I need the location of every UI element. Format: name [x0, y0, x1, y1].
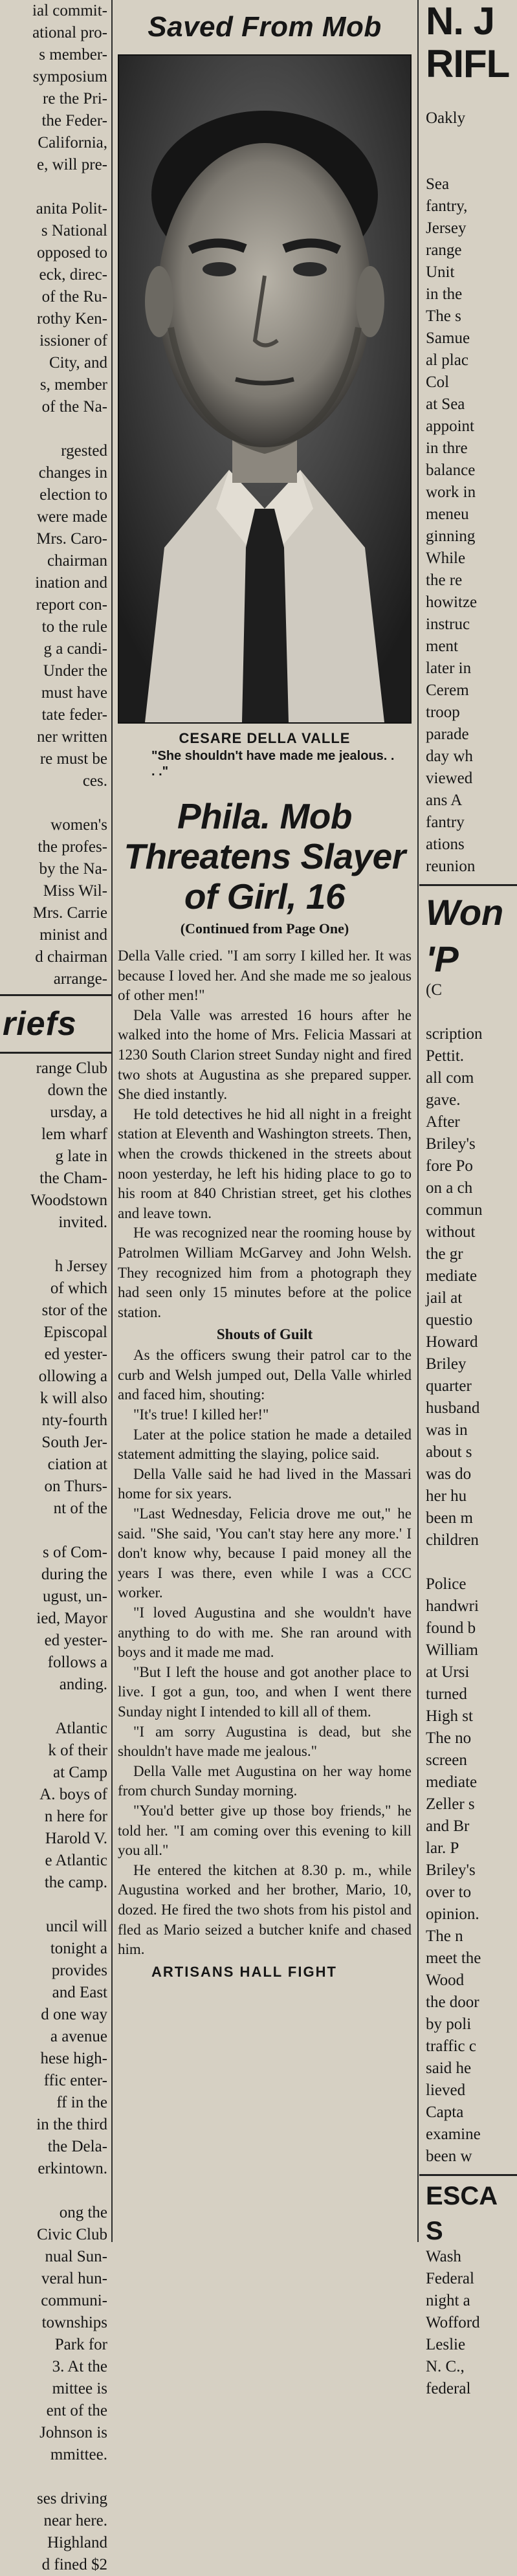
text-line: election to [39, 486, 107, 504]
text-line [0, 1520, 111, 1542]
text-line: Oakly [426, 109, 466, 127]
article-paragraph: Later at the police station he made a detailed statement admitting the slaying, police said. [118, 1426, 412, 1463]
text-line: the Dela- [47, 2138, 107, 2155]
text-line: ner written [37, 728, 107, 746]
article-paragraph: He was recognized near the rooming house by Patrolmen William McGarvey and John Welsh. They recognized him from a photograph they had seen only 15 minutes before at the police station. [118, 1225, 412, 1320]
text-line [419, 129, 517, 151]
text-line: and East [52, 1984, 107, 2001]
text-line: Woodstown [30, 1192, 107, 1209]
text-line: mediate [426, 1773, 478, 1791]
text-line: opposed to [36, 244, 107, 261]
text-line: husband [426, 1399, 480, 1417]
article-paragraph: Dela Valle was arrested 16 hours after he walked into the home of Mrs. Felicia Massari at 1230 South Clarion street Sunday night and fired two shots at Augustina as she prepared supper. She died instantly. [118, 1006, 412, 1103]
text-line: n here for [44, 1808, 107, 1825]
text-line: on a ch [426, 1179, 473, 1197]
text-line: nt of the [53, 1500, 107, 1517]
text-line: meneu [426, 505, 469, 523]
text-line: Atlantic [55, 1720, 107, 1737]
right-column [419, 0, 517, 2400]
text-line: anding. [59, 1676, 107, 1693]
text-line: down the [47, 1082, 107, 1099]
article-paragraph: "Last Wednesday, Felicia drove me out," he said. "She said, 'You can't stay here any more.' I don't know why, because I paid money all the years I was there, even while I was a CCC worker. [118, 1505, 412, 1601]
text-line: work in [426, 483, 476, 501]
article-headline: Phila. Mob Threatens Slayer of Girl, 16 [124, 796, 406, 916]
text-line: k will also [39, 1390, 107, 1407]
text-line: by the Na- [39, 860, 107, 878]
text-line: ations [426, 836, 465, 853]
text-line: veral hun- [41, 2270, 107, 2287]
text-line: follows a [47, 1654, 107, 1671]
text-line: Wood [426, 1971, 465, 1989]
text-line: of the Ru- [41, 288, 107, 305]
text-line: in thre [426, 439, 468, 457]
text-line: lar. P [426, 1839, 459, 1857]
text-line: children [426, 1531, 479, 1549]
text-line: rgested [61, 442, 107, 460]
article-subhead: Shouts of Guilt [216, 1326, 313, 1343]
text-line: re must be [39, 750, 107, 768]
text-line: s National [41, 222, 107, 239]
text-line: Park for [54, 2336, 107, 2353]
text-line: Federal [426, 2270, 474, 2287]
text-line: nty-fourth [41, 1412, 107, 1429]
text-line [0, 1234, 111, 1256]
text-line: City, and [49, 354, 107, 372]
text-line: gave. [426, 1091, 461, 1109]
text-line: Police [426, 1575, 467, 1593]
text-line: Howard [426, 1333, 478, 1351]
text-line: screen [426, 1751, 467, 1769]
text-line: The s [426, 307, 461, 325]
article-paragraph: "You'd better give up those boy friends," he told her. "I am coming over this evening to kill you all." [118, 1802, 412, 1859]
text-line: quarter [426, 1377, 472, 1395]
continued-note: (Continued from Page One) [180, 920, 349, 937]
text-line: ciation at [47, 1456, 107, 1473]
right-headline-5: ESCA [426, 2182, 498, 2210]
text-line: ffic enter- [43, 2072, 107, 2089]
text-line: (C [426, 981, 442, 999]
text-line: ursday, a [50, 1104, 107, 1121]
section-rule [419, 884, 517, 886]
text-line: mmittee. [50, 2446, 107, 2463]
text-line: must have [41, 684, 107, 702]
text-line: on Thurs- [44, 1478, 107, 1495]
text-line: The n [426, 1927, 463, 1945]
right-headline-4: 'P [426, 938, 459, 979]
text-line: was in [426, 1421, 468, 1439]
text-line: range Club [36, 1060, 107, 1077]
text-line: Briley's [426, 1135, 476, 1153]
text-line: Sea [426, 175, 450, 193]
photo-caption-quote: "She shouldn't have made me jealous. . . ." [151, 749, 395, 779]
text-line: Highland [47, 2534, 107, 2551]
text-line: the profes- [38, 838, 107, 856]
text-line: Mrs. Carrie [32, 904, 107, 922]
article-paragraph: "I am sorry Augustina is dead, but she shouldn't have made me jealous." [118, 1723, 412, 1760]
text-line: ial commit- [32, 2, 107, 19]
text-line: lieved [426, 2082, 466, 2099]
text-line: k of their [48, 1742, 107, 1759]
text-line: at Camp [52, 1764, 107, 1781]
text-line: Col [426, 373, 450, 391]
text-line: Pettit. [426, 1047, 465, 1065]
text-line: commun [426, 1201, 483, 1219]
column-divider [417, 0, 419, 2242]
text-line: ollowing a [38, 1368, 107, 1385]
article-paragraph: Della Valle met Augustina on her way home from church Sunday morning. [118, 1762, 412, 1799]
article-paragraph: "It's true! I killed her!" [133, 1406, 269, 1423]
right-text-2 [419, 979, 517, 2168]
text-line: about s [426, 1443, 472, 1461]
text-line: William [426, 1641, 478, 1659]
text-line: the gr [426, 1245, 463, 1263]
text-line: issioner of [39, 332, 107, 350]
text-line [419, 1551, 517, 1573]
text-line: ied, Mayor [36, 1610, 107, 1627]
text-line: report con- [36, 596, 107, 614]
text-line: to the rule [41, 618, 107, 636]
text-line: mediate [426, 1267, 478, 1285]
text-line: ong the [59, 2204, 107, 2221]
text-line: turned [426, 1685, 467, 1703]
text-line [419, 85, 517, 107]
right-text-3 [419, 2246, 517, 2400]
text-line: d one way [41, 2006, 107, 2023]
text-line: s of Com- [43, 1544, 107, 1561]
text-line: Harold V. [45, 1830, 107, 1847]
text-line: near here. [43, 2512, 107, 2529]
text-line [419, 151, 517, 173]
text-line: re the Pri- [43, 90, 107, 107]
text-line: uncil will [45, 1918, 107, 1935]
right-headline-3: Won [426, 892, 504, 933]
left-column [0, 0, 111, 2576]
text-line: was do [426, 1465, 472, 1483]
text-line: questio [426, 1311, 473, 1329]
portrait-photo [118, 54, 412, 724]
text-line: traffic c [426, 2037, 476, 2055]
text-line: the door [426, 1993, 479, 2011]
text-line: tonight a [50, 1940, 107, 1957]
article-paragraph: "I loved Augustina and she wouldn't have anything to do with me. She ran around with boys and it made me mad. [118, 1604, 412, 1661]
text-line: examine [426, 2126, 481, 2143]
text-line: howitze [426, 594, 478, 611]
text-line: Briley's [426, 1861, 476, 1879]
text-line: al plac [426, 351, 468, 369]
text-line: ugust, un- [43, 1588, 107, 1605]
right-headline-6: S [426, 2217, 443, 2245]
article-body-2 [113, 1346, 417, 1959]
right-headline-2: RIFL [426, 42, 510, 85]
text-line: at Ursi [426, 1663, 470, 1681]
left-bottom-text [0, 1058, 111, 2576]
text-line: jail at [426, 1289, 463, 1307]
text-line: Samue [426, 329, 470, 347]
text-line: Zeller s [426, 1795, 475, 1813]
text-line: rothy Ken- [37, 310, 107, 328]
text-line: found b [426, 1619, 476, 1637]
text-line: Wash [426, 2248, 461, 2265]
text-line [0, 2466, 111, 2488]
text-line [0, 2180, 111, 2202]
text-line: a avenue [50, 2028, 107, 2045]
portrait-image [119, 56, 410, 722]
text-line: nual Sun- [45, 2248, 107, 2265]
text-line: handwri [426, 1597, 479, 1615]
text-line: N. C., [426, 2358, 465, 2375]
text-line: and Br [426, 1817, 470, 1835]
text-line: viewed [426, 770, 473, 787]
text-line: night a [426, 2292, 470, 2309]
text-line: Unit [426, 263, 455, 281]
text-line: during the [41, 1566, 107, 1583]
article-paragraph: Della Valle cried. "I am sorry I killed her. It was because I loved her. And she made me so jealous of other men!" [118, 948, 412, 1004]
text-line: g late in [55, 1148, 107, 1165]
text-line [419, 1001, 517, 1023]
text-line: Mrs. Caro- [36, 530, 107, 548]
text-line: by poli [426, 2015, 472, 2033]
text-line: 3. At the [52, 2358, 107, 2375]
text-line: s, member [39, 376, 107, 394]
article-paragraph: He entered the kitchen at 8.30 p. m., while Augustina worked and her brother, Mario, 10, dozed. He fired the two shots from his pistol and fled as Mario seized a butcher knife and chased him. [118, 1861, 412, 1958]
text-line: Under the [43, 662, 107, 680]
text-line: day wh [426, 748, 473, 765]
article-paragraph: Della Valle said he had lived in the Massari home for six years. [118, 1465, 412, 1502]
photo-headline: Saved From Mob [148, 11, 382, 43]
text-line: High st [426, 1707, 473, 1725]
text-line: ces. [82, 772, 107, 790]
text-line: later in [426, 660, 472, 677]
text-line: scription [426, 1025, 483, 1043]
text-line [0, 176, 111, 198]
text-line: Episcopal [43, 1324, 107, 1341]
text-line: fantry [426, 814, 465, 831]
next-headline-fragment: ARTISANS HALL FIGHT [151, 1963, 337, 1980]
text-line: changes in [38, 464, 107, 482]
article-paragraph: He told detectives he hid all night in a freight station at Eleventh and Washington streets. Then, when the crowds thickened in the streets about noon yesterday, he left his hiding place to go to his room at 840 Christian street, get his clothes and leave town. [118, 1105, 412, 1221]
text-line: ent of the [46, 2402, 107, 2419]
text-line: invited. [58, 1214, 107, 1231]
text-line: mittee is [52, 2380, 107, 2397]
main-article [113, 0, 417, 1981]
text-line [0, 418, 111, 440]
text-line: her hu [426, 1487, 467, 1505]
text-line: ff in the [56, 2094, 107, 2111]
text-line: Cerem [426, 682, 469, 699]
text-line: chairman [47, 552, 107, 570]
text-line: federal [426, 2380, 471, 2397]
text-line: stor of the [41, 1302, 107, 1319]
text-line: reunion [426, 858, 476, 875]
text-line: fore Po [426, 1157, 473, 1175]
text-line: in the third [36, 2116, 107, 2133]
text-line: been w [426, 2148, 472, 2165]
text-line: all com [426, 1069, 474, 1087]
text-line: range [426, 241, 462, 259]
left-top-text [0, 0, 111, 990]
section-rule [419, 2174, 517, 2176]
text-line: Jersey [426, 219, 467, 237]
text-line: Briley [426, 1355, 467, 1373]
text-line: the Feder- [41, 112, 107, 129]
text-line: symposium [32, 68, 107, 85]
text-line: lem wharf [41, 1126, 107, 1143]
text-line: the camp. [44, 1874, 107, 1891]
text-line: Capta [426, 2104, 464, 2121]
text-line: instruc [426, 616, 470, 633]
article-paragraph: As the officers swung their patrol car to the curb and Welsh jumped out, Della Valle whirled and faced him, shouting: [118, 1347, 412, 1403]
text-line: Miss Wil- [43, 882, 107, 900]
text-line: e Atlantic [45, 1852, 107, 1869]
text-line: were made [37, 508, 107, 526]
text-line: erkintown. [38, 2160, 107, 2177]
text-line: ational pro- [32, 24, 107, 41]
text-line: anita Polit- [36, 200, 107, 217]
text-line: After [426, 1113, 460, 1131]
text-line: of which [50, 1280, 107, 1297]
text-line: ed yester- [44, 1346, 107, 1363]
text-line: minist and [39, 926, 107, 944]
text-line: over to [426, 1883, 472, 1901]
text-line: ginning [426, 527, 476, 545]
text-line: without [426, 1223, 476, 1241]
text-line: arrange- [53, 970, 107, 988]
text-line: provides [51, 1962, 107, 1979]
text-line: California, [38, 134, 107, 151]
text-line: at Sea [426, 395, 465, 413]
text-line: appoint [426, 417, 474, 435]
text-line: South Jer- [41, 1434, 107, 1451]
article-body-1 [113, 946, 417, 1322]
text-line: ed yester- [44, 1632, 107, 1649]
photo-caption-name: CESARE DELLA VALLE [179, 730, 351, 746]
text-line: the re [426, 572, 463, 589]
text-line [0, 1894, 111, 1916]
text-line: parade [426, 726, 469, 743]
text-line: The no [426, 1729, 472, 1747]
text-line: tate feder- [41, 706, 107, 724]
text-line: h Jersey [54, 1258, 107, 1275]
text-line: eck, direc- [39, 266, 107, 283]
briefs-heading: riefs [0, 994, 111, 1054]
text-line: townships [41, 2314, 107, 2331]
article-paragraph: "But I left the house and got another place to live. I got a gun, too, and when I went there Sunday night I intended to kill all of them. [118, 1663, 412, 1720]
text-line: Civic Club [36, 2226, 107, 2243]
right-text-1 [419, 85, 517, 878]
text-line: balance [426, 461, 476, 479]
text-line: been m [426, 1509, 473, 1527]
text-line: said he [426, 2060, 472, 2077]
text-line: s member- [39, 46, 107, 63]
text-line: ans A [426, 792, 463, 809]
text-line: women's [50, 816, 107, 834]
text-line: d chairman [35, 948, 107, 966]
text-line: d fined $2 [41, 2556, 107, 2573]
text-line: communi- [41, 2292, 107, 2309]
right-headline-1: N. J [426, 0, 495, 43]
text-line: troop [426, 704, 460, 721]
text-line: Leslie [426, 2336, 466, 2353]
text-line: Wofford [426, 2314, 480, 2331]
text-line: ination and [35, 574, 107, 592]
text-line: g a candi- [43, 640, 107, 658]
text-line: e, will pre- [37, 156, 107, 173]
text-line: the Cham- [39, 1170, 107, 1187]
text-line: ses driving [36, 2490, 107, 2507]
text-line: fantry, [426, 197, 468, 215]
text-line: opinion. [426, 1905, 479, 1923]
text-line: hese high- [40, 2050, 107, 2067]
text-line: ment [426, 638, 458, 655]
text-line: While [426, 550, 466, 567]
text-line: A. boys of [39, 1786, 107, 1803]
text-line: Johnson is [39, 2424, 107, 2441]
text-line [0, 1696, 111, 1718]
text-line [0, 792, 111, 814]
text-line: of the Na- [41, 398, 107, 416]
text-line: meet the [426, 1949, 481, 1967]
text-line: in the [426, 285, 463, 303]
